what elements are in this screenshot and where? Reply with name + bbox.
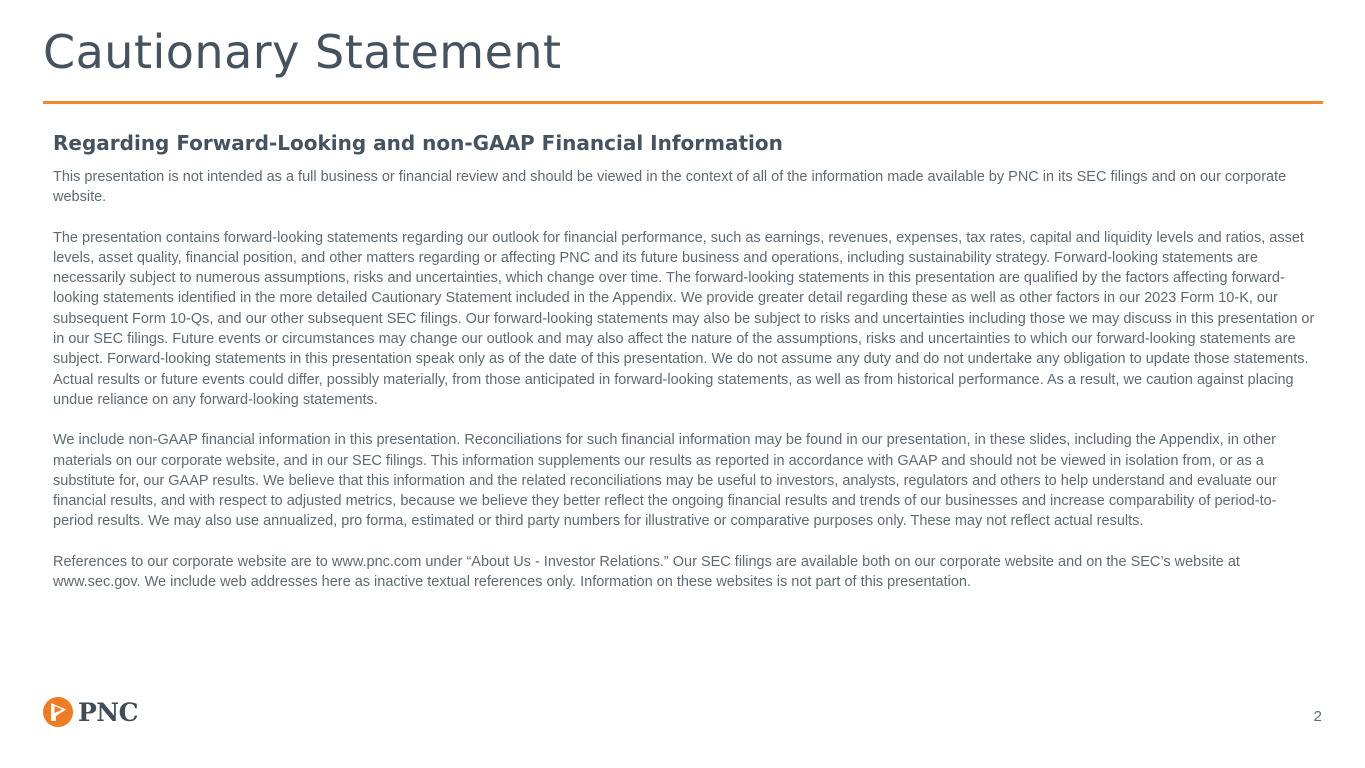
title-divider: [43, 101, 1323, 104]
paragraph-forward-looking: The presentation contains forward-looking statements regarding our outlook for financial performance, such as earnings, revenues, expenses, tax rates, capital and liquidity levels and ratios, asset levels, asset quality, financial position, and other matters regarding or affecting PNC and its future business and operations, including sustainability strategy. Forward-looking statements are necessarily subject to numerous assumptions, risks and uncertainties, which change over time. The forward-looking statements in this presentation are qualified by the factors affecting forward-looking statements identified in the more detailed Cautionary Statement included in the Appendix. We provide greater detail regarding these as well as other factors in our 2023 Form 10-K, our subsequent Form 10-Qs, and our other subsequent SEC filings. Our forward-looking statements may also be subject to risks and uncertainties including those we may discuss in this presentation or in our SEC filings. Future events or circumstances may change our outlook and may also affect the nature of the assumptions, risks and uncertainties to which our forward-looking statements are subject. Forward-looking statements in this presentation speak only as of the date of this presentation. We do not assume any duty and do not undertake any obligation to update those statements. Actual results or future events could differ, possibly materially, from those anticipated in forward-looking statements, as well as from historical performance. As a result, we caution against placing undue reliance on any forward-looking statements.: [53, 229, 1315, 408]
pnc-logo: [42, 696, 138, 728]
paragraph-website-references: References to our corporate website are to www.pnc.com under “About Us - Investor Relations.” Our SEC filings are available both on our corporate website and on the SEC’s website at www.sec.gov. We include web addresses here as inactive textual references only. Information on these websites is not part of this presentation.: [53, 553, 1240, 591]
page-number: 2: [1313, 708, 1322, 725]
slide-title: Cautionary Statement: [43, 25, 562, 79]
slide-content: [53, 130, 1315, 612]
slide-subtitle: Regarding Forward-Looking and non-GAAP Financial Information: [53, 131, 783, 155]
paragraph-overview: This presentation is not intended as a full business or financial review and should be viewed in the context of all of the information made available by PNC in its SEC filings and on our corporate website.: [53, 169, 1287, 206]
paragraph-non-gaap: We include non-GAAP financial information in this presentation. Reconciliations for such financial information may be found in our presentation, in these slides, including the Appendix, in other materials on our corporate website, and in our SEC filings. This information supplements our results as reported in accordance with GAAP and should not be viewed in isolation from, or as a substitute for, our GAAP results. We believe that this information and the related reconciliations may be useful to investors, analysts, regulators and others to help understand and evaluate our financial results, and with respect to adjusted metrics, because we believe they better reflect the ongoing financial results and trends of our businesses and increase comparability of period-to-period results. We may also use annualized, pro forma, estimated or third party numbers for illustrative or comparative purposes only. These may not reflect actual results.: [53, 432, 1277, 530]
pnc-logo-text: PNC: [78, 697, 139, 727]
pnc-logo-icon: [42, 696, 74, 728]
